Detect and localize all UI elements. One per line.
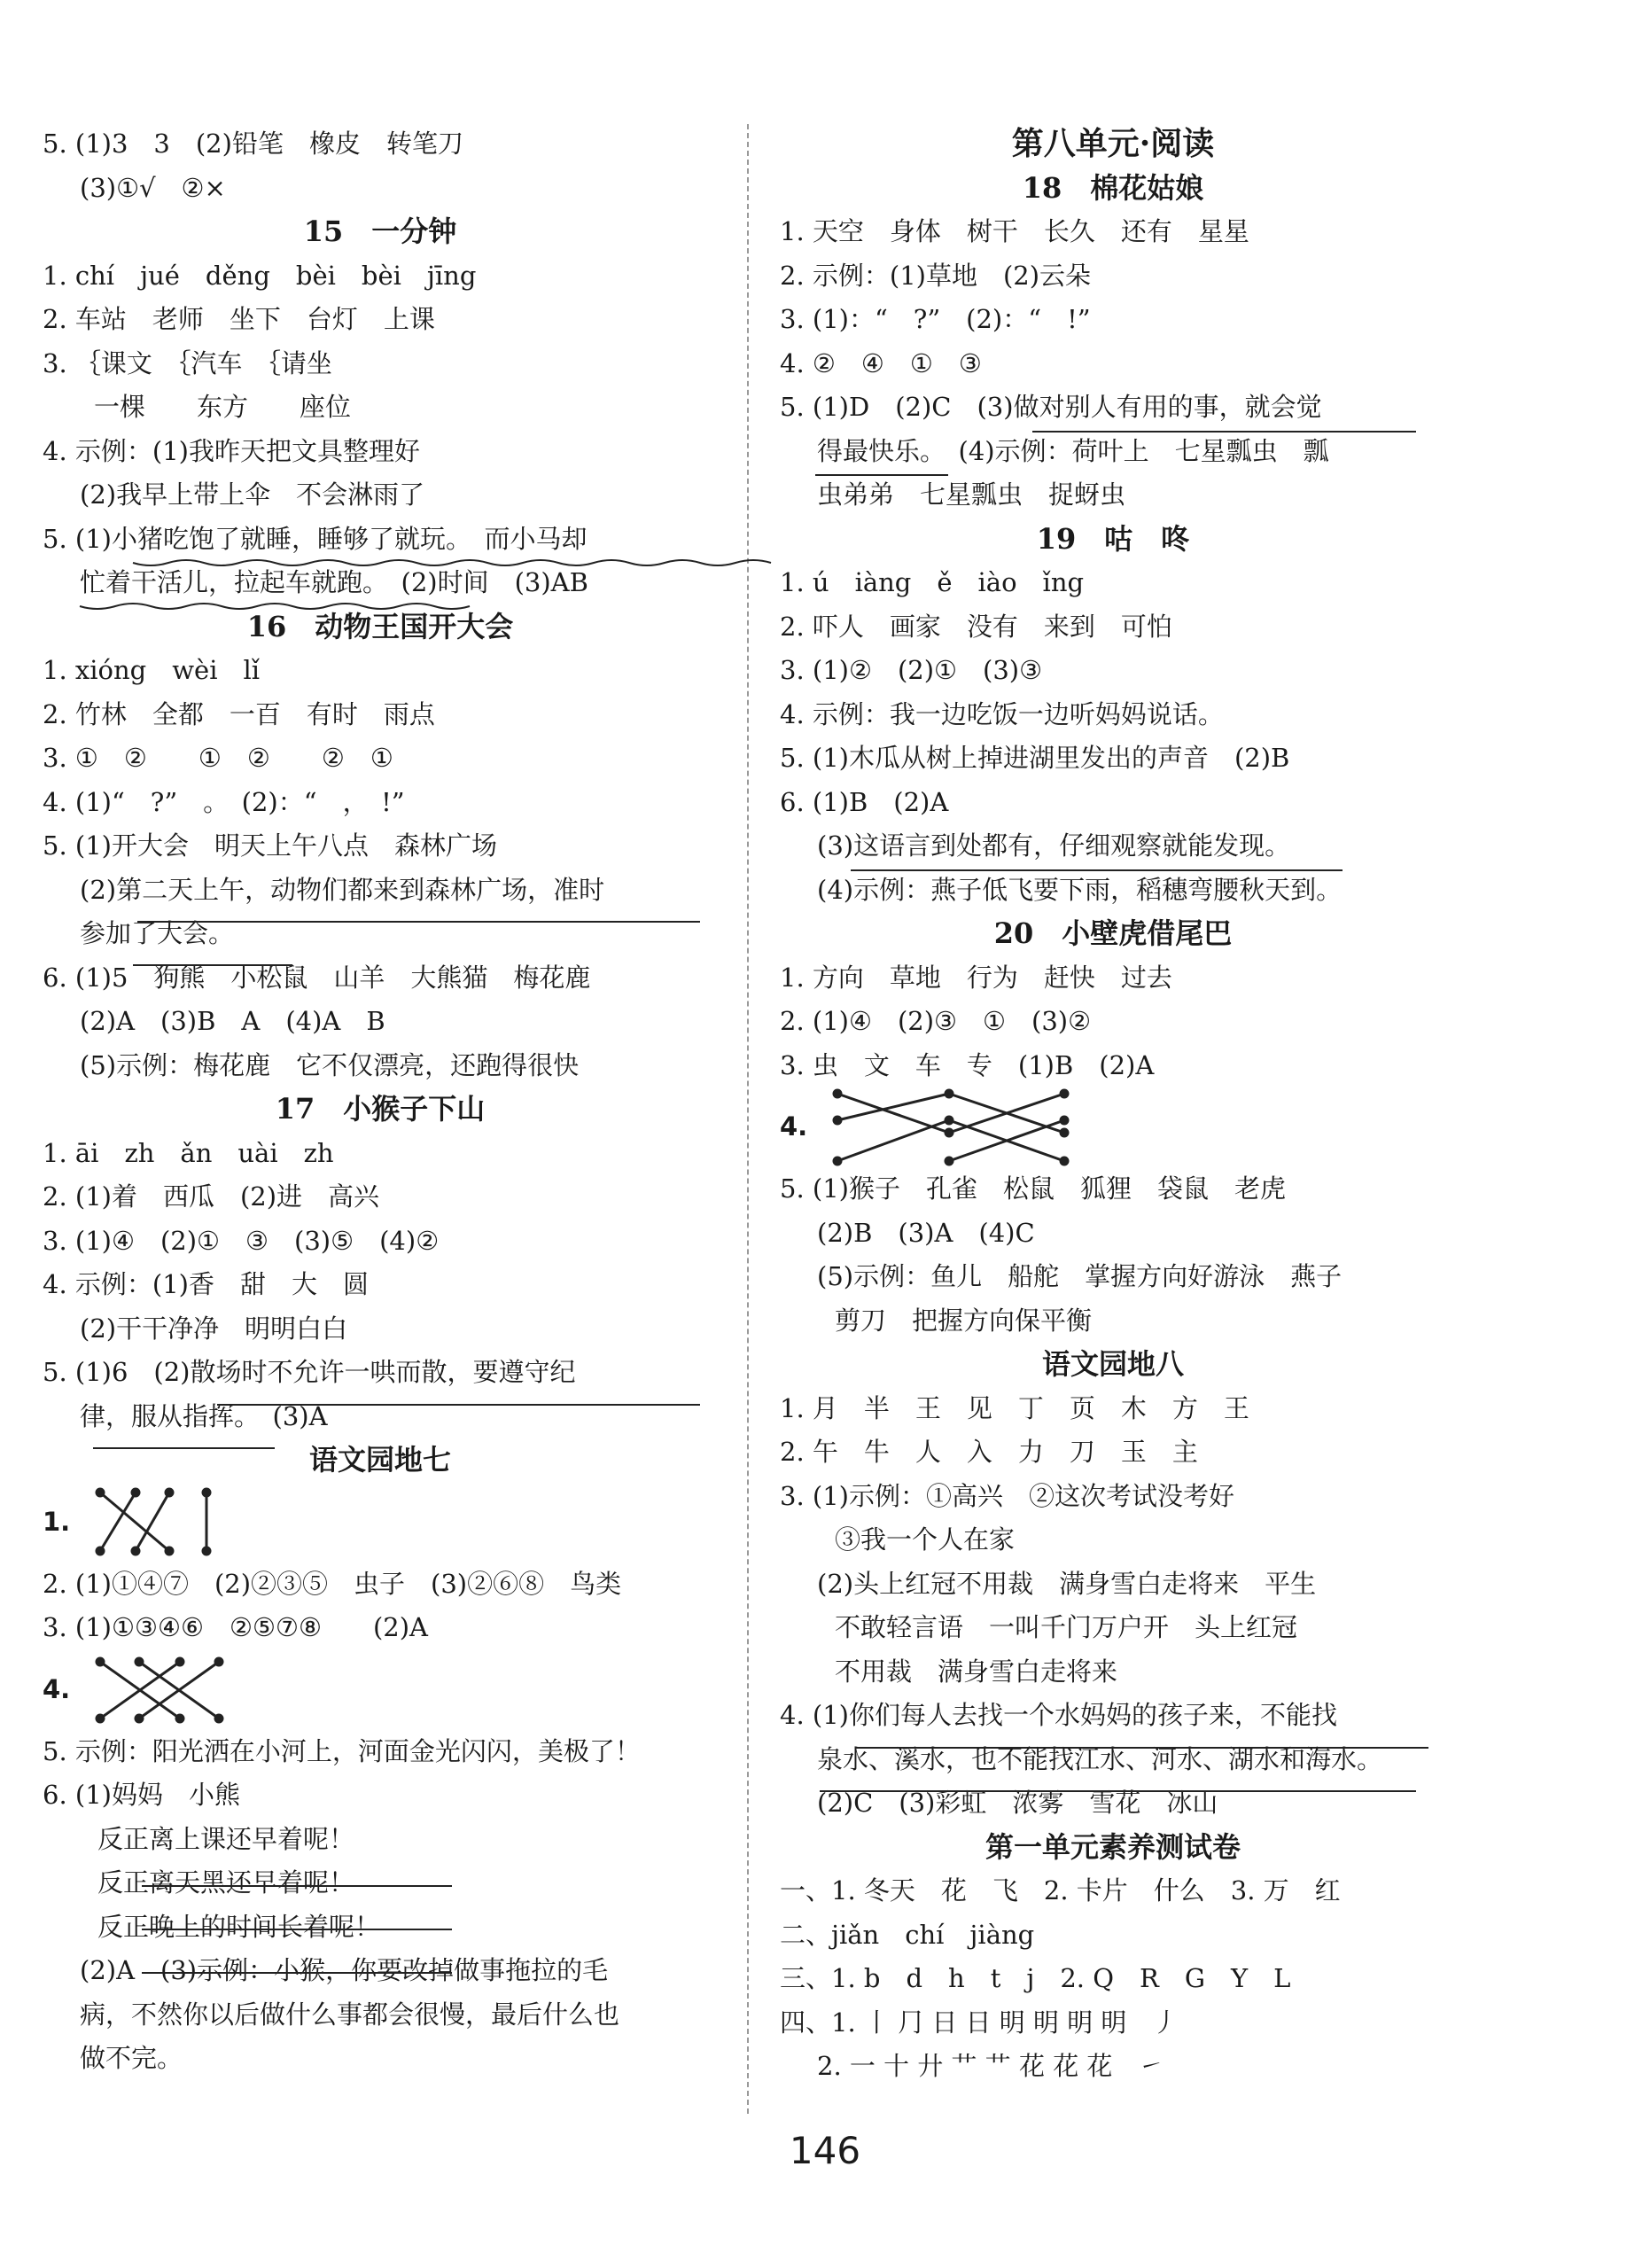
answer-line: 3. (1)①③④⑥ ②⑤⑦⑧ (2)A [43,1612,428,1642]
section-title: 20 小壁虎借尾巴 [993,916,1233,950]
answer-line: (2)干干净净 明明白白 [80,1313,348,1344]
section-title: 语文园地八 [1041,1347,1184,1381]
answer-line: 5. (1)小猪吃饱了就睡，睡够了就玩。 而小马却 [43,523,588,554]
answer-line: 二、jiǎn chí jiàng [780,1919,1035,1950]
answer-line: ③我一个人在家 [835,1524,1016,1555]
section-title: 18 棉花姑娘 [1022,170,1204,205]
answer-line: 4. 示例：(1)香 甜 大 圆 [43,1269,369,1299]
answer-line: (2)A (3)B A (4)A B [80,1006,385,1036]
answer-line: 得最快乐。 (4)示例：荷叶上 七星瓢虫 瓢 [817,435,1329,466]
answer-line: 2. 示例：(1)草地 (2)云朵 [780,260,1092,291]
answer-line: 忙着干活儿，拉起车就跑。 (2)时间 (3)AB [80,567,588,597]
section-title: 第八单元·阅读 [1011,125,1215,162]
answer-line: 4. (1)你们每人去找一个水妈妈的孩子来，不能找 [780,1700,1337,1730]
answer-line: 5. (1)D (2)C (3)做对别人有用的事，就会觉 [780,392,1322,422]
answer-line: 4. 示例：我一边吃饭一边听妈妈说话。 [780,698,1224,729]
answer-line: 4. 示例：(1)我昨天把文具整理好 [43,435,420,466]
answer-line: 5. 示例：阳光洒在小河上，河面金光闪闪，美极了！ [43,1735,641,1766]
answer-line: 做不完。 [80,2043,183,2073]
answer-line: 反正离上课还早着呢！ [97,1823,355,1854]
answer-line: 4. ② ④ ① ③ [780,347,982,378]
answer-line: 5. (1)开大会 明天上午八点 森林广场 [43,830,497,861]
question-number: 4. [43,1673,71,1704]
question-number: 4. [780,1111,808,1142]
page-number: 146 [789,2129,861,2172]
answer-line: 1. 方向 草地 行为 赶快 过去 [780,962,1172,993]
answer-line: 虫弟弟 七星瓢虫 捉蚜虫 [817,479,1126,510]
section-title: 15 一分钟 [303,214,457,248]
answer-line: (5)示例：梅花鹿 它不仅漂亮，还跑得很快 [80,1049,580,1080]
answer-line: 2. 车站 老师 坐下 台灯 上课 [43,304,435,334]
answer-line: (3)这语言到处都有，仔细观察就能发现。 [817,830,1291,861]
answer-line: 6. (1)妈妈 小熊 [43,1780,240,1810]
answer-line: (3)①√ ②× [80,172,226,203]
answer-line: 1. chí jué děng bèi bèi jīng [43,260,477,291]
answer-line: 5. (1)猴子 孔雀 松鼠 狐狸 袋鼠 老虎 [780,1173,1286,1204]
answer-line: (2)我早上带上伞 不会淋雨了 [80,479,425,510]
question-number: 1. [43,1506,71,1537]
answer-line: 反正晚上的时间长着呢！ [97,1911,381,1942]
answer-line: 5. (1)木瓜从树上掉进湖里发出的声音 (2)B [780,743,1290,773]
answer-column-right [780,122,1446,2089]
answer-line: 3. (1)② (2)① (3)③ [780,655,1043,685]
answer-line: 1. 天空 身体 树干 长久 还有 星星 [780,216,1249,246]
answer-line: 反正离天黑还早着呢！ [97,1867,355,1898]
answer-line: 3. (1)④ (2)① ③ (3)⑤ (4)② [43,1225,440,1256]
answer-line: 2. (1)④ (2)③ ① (3)② [780,1006,1092,1036]
answer-line: (2)头上红冠不用裁 满身雪白走将来 平生 [817,1568,1317,1599]
answer-line: 泉水、溪水，也不能找江水、河水、湖水和海水。 [817,1743,1383,1774]
answer-line: 3. (1)：“ ?” (2)：“ !” [780,304,1091,334]
matching-diagram [43,1483,718,1563]
answer-line: 5. (1)3 3 (2)铅笔 橡皮 转笔刀 [43,129,463,159]
answer-line: 6. (1)5 狗熊 小松鼠 山羊 大熊猫 梅花鹿 [43,962,591,993]
answer-line: 6. (1)B (2)A [780,786,949,817]
answer-line: 一、1. 冬天 花 飞 2. 卡片 什么 3. 万 红 [780,1875,1341,1906]
connection-lines-diagram [88,1485,230,1560]
answer-line: 1. 月 半 王 见 丁 页 木 方 王 [780,1392,1249,1423]
answer-line: 3. ① ② ① ② ② ① [43,743,393,773]
matching-diagram [780,1087,1446,1167]
answer-line: 律，服从指挥。 (3)A [80,1400,328,1431]
answer-line: 不敢轻言语 一叫千门万户开 头上红冠 [835,1612,1298,1642]
connection-lines-diagram [825,1087,1091,1167]
answer-line: 2. 吓人 画家 没有 来到 可怕 [780,611,1172,642]
answer-column-left [43,122,718,2081]
matching-diagram [43,1650,718,1730]
answer-line: 3. (1)示例：①高兴 ②这次考试没考好 [780,1480,1234,1511]
answer-line: 1. xióng wèi lǐ [43,655,261,685]
section-title: 19 咕 咚 [1036,521,1190,556]
answer-line: 四、1. 丨 ⺆ 日 日 明 明 明 明 丿 [780,2007,1179,2038]
answer-line: 剪刀 把握方向保平衡 [835,1305,1093,1336]
answer-line: 参加了大会。 [80,918,235,948]
answer-line: 三、1. b d h t j 2. Q R G Y L [780,1963,1291,1993]
answer-line: 2. (1)①④⑦ (2)②③⑤ 虫子 (3)②⑥⑧ 鸟类 [43,1568,622,1599]
answer-line: (2)B (3)A (4)C [817,1217,1035,1248]
answer-line: (5)示例：鱼儿 船舵 掌握方向好游泳 燕子 [817,1261,1343,1291]
answer-line: 4. (1)“ ?” 。 (2)：“ ， !” [43,786,405,817]
section-title: 语文园地七 [308,1443,451,1477]
section-title: 第一单元素养测试卷 [985,1829,1241,1864]
answer-line: 2. (1)着 西瓜 (2)进 高兴 [43,1181,380,1212]
answer-line: 1. āi zh ǎn uài zh [43,1137,334,1168]
section-title: 17 小猴子下山 [275,1092,486,1126]
answer-line: 2. 一 十 廾 艹 艹 花 花 花 ㇀ [817,2051,1164,2081]
answer-line: 5. (1)6 (2)散场时不允许一哄而散，要遵守纪 [43,1357,576,1387]
answer-line: (2)C (3)彩虹 浓雾 雪花 冰山 [817,1788,1218,1818]
connection-lines-diagram [88,1653,238,1727]
answer-line: 3. ｛课文 ｛汽车 ｛请坐 [43,347,332,378]
answer-line: 1. ú iàng ě iào ǐng [780,567,1085,597]
answer-line: (2)A (3)示例：小猴，你要改掉做事拖拉的毛 [80,1955,609,1985]
answer-line: 病，不然你以后做什么事都会很慢，最后什么也 [80,1999,620,2030]
answer-line: 2. 竹林 全都 一百 有时 雨点 [43,698,435,729]
answer-line: 3. 虫 文 车 专 (1)B (2)A [780,1049,1155,1080]
answer-line: 一棵 东方 座位 [43,392,352,422]
column-divider [747,124,749,2114]
answer-line: 2. 午 牛 人 入 力 刀 玉 主 [780,1437,1198,1467]
answer-line: (2)第二天上午，动物们都来到森林广场，准时 [80,874,605,905]
answer-line: (4)示例：燕子低飞要下雨，稻穗弯腰秋天到。 [817,874,1343,905]
section-title: 16 动物王国开大会 [246,609,514,643]
answer-line: 不用裁 满身雪白走将来 [835,1656,1118,1687]
